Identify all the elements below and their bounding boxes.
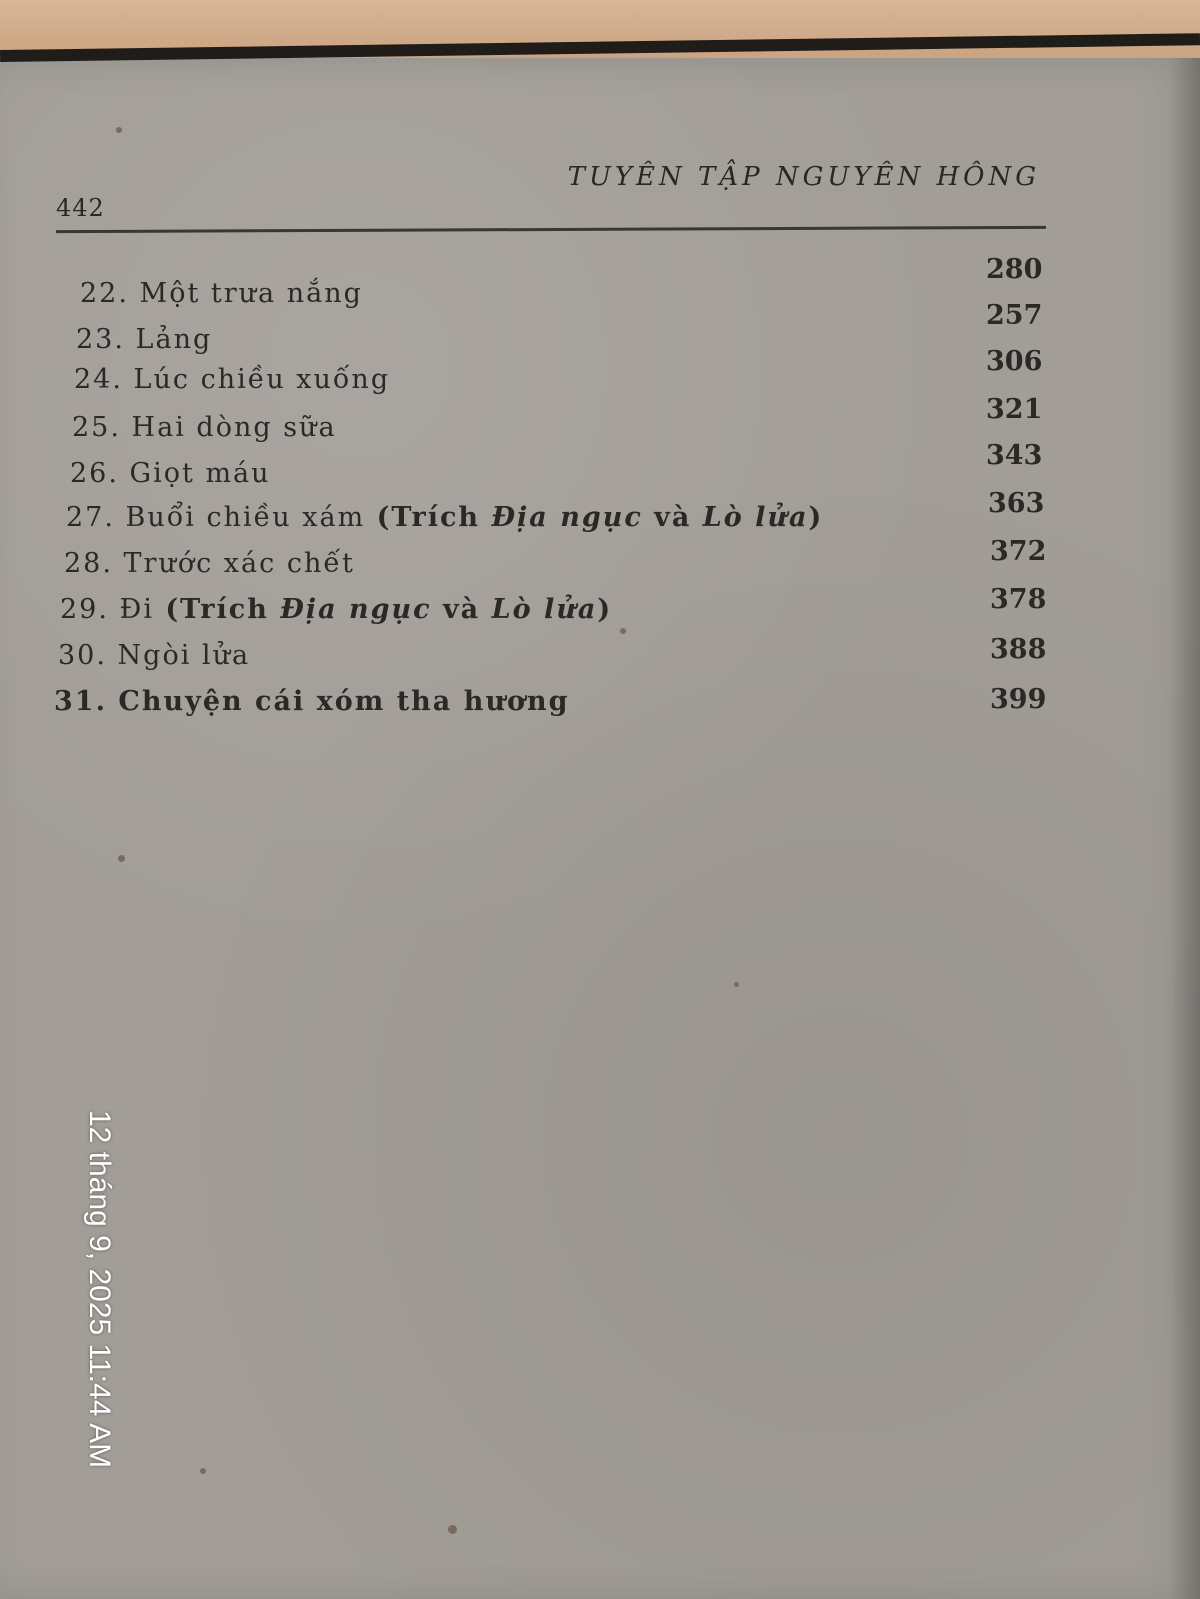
toc-title: Một trưa nắng	[139, 278, 363, 309]
timestamp-text: 12 tháng 9, 2025 11:44 AM	[83, 1110, 116, 1469]
toc-number: 31.	[54, 686, 107, 717]
toc-page-number: 378	[990, 584, 1047, 615]
toc-entry	[58, 640, 250, 671]
toc-note-mid: và	[642, 502, 703, 533]
toc-note-work-2: Lò lửa	[702, 502, 809, 533]
toc-page-number: 321	[986, 394, 1043, 425]
paper-speck	[200, 1468, 206, 1474]
toc-page-number: 306	[986, 346, 1043, 377]
toc-note-prefix: (Trích	[365, 502, 492, 533]
toc-entry	[60, 594, 612, 625]
toc-note-mid: và	[431, 594, 492, 625]
toc-number: 24.	[74, 364, 123, 395]
toc-number: 30.	[58, 640, 107, 671]
running-title: TUYÊN TẬP NGUYÊN HÔNG	[567, 162, 1040, 192]
toc-note-suffix: )	[808, 502, 824, 533]
toc-page-number: 372	[990, 536, 1047, 567]
toc-number: 28.	[64, 548, 113, 579]
toc-note-suffix: )	[597, 594, 613, 625]
page-number: 442	[56, 194, 105, 222]
toc-note-work-1: Địa ngục	[491, 502, 643, 533]
toc-page-number: 399	[990, 684, 1047, 715]
toc-title: Lúc chiều xuống	[133, 364, 391, 395]
toc-entry	[54, 686, 569, 717]
toc-entry	[72, 412, 337, 443]
toc-page-number: 388	[990, 634, 1047, 665]
toc-number: 26.	[70, 458, 119, 489]
toc-note-work-2: Lò lửa	[491, 594, 598, 625]
toc-title: Ngòi lửa	[117, 640, 251, 671]
toc-note-prefix: (Trích	[153, 594, 281, 625]
toc-number: 25.	[72, 412, 121, 443]
photo-timestamp	[80, 1110, 130, 1530]
toc-entry	[66, 502, 823, 533]
toc-entry	[74, 364, 390, 395]
toc-entry	[76, 324, 212, 355]
toc-title: Đi	[119, 594, 154, 625]
toc-note	[365, 502, 823, 533]
paper-speck	[118, 855, 125, 862]
toc-entry	[70, 458, 271, 489]
toc-entry	[80, 278, 363, 309]
paper-speck	[116, 127, 122, 133]
toc-number: 22.	[80, 278, 129, 309]
toc-entry	[64, 548, 355, 579]
toc-page-number: 280	[986, 254, 1043, 285]
toc-title: Giọt máu	[129, 458, 271, 489]
toc-page-number: 257	[986, 300, 1043, 331]
toc-title: Hai dòng sữa	[131, 412, 337, 443]
toc-title: Buổi chiều xám	[125, 502, 366, 533]
paper-speck	[620, 628, 626, 634]
toc-note	[154, 594, 612, 625]
toc-number: 23.	[76, 324, 125, 355]
toc-title: Trước xác chết	[123, 548, 355, 579]
toc-page-number: 343	[986, 440, 1043, 471]
paper-speck	[734, 982, 739, 987]
toc-title: Chuyện cái xóm tha hương	[118, 686, 570, 717]
toc-number: 29.	[60, 594, 109, 625]
paper-speck	[448, 1525, 457, 1534]
toc-note-work-1: Địa ngục	[280, 594, 432, 625]
toc-title: Lảng	[135, 324, 213, 355]
toc-page-number: 363	[988, 488, 1045, 519]
toc-number: 27.	[66, 502, 115, 533]
